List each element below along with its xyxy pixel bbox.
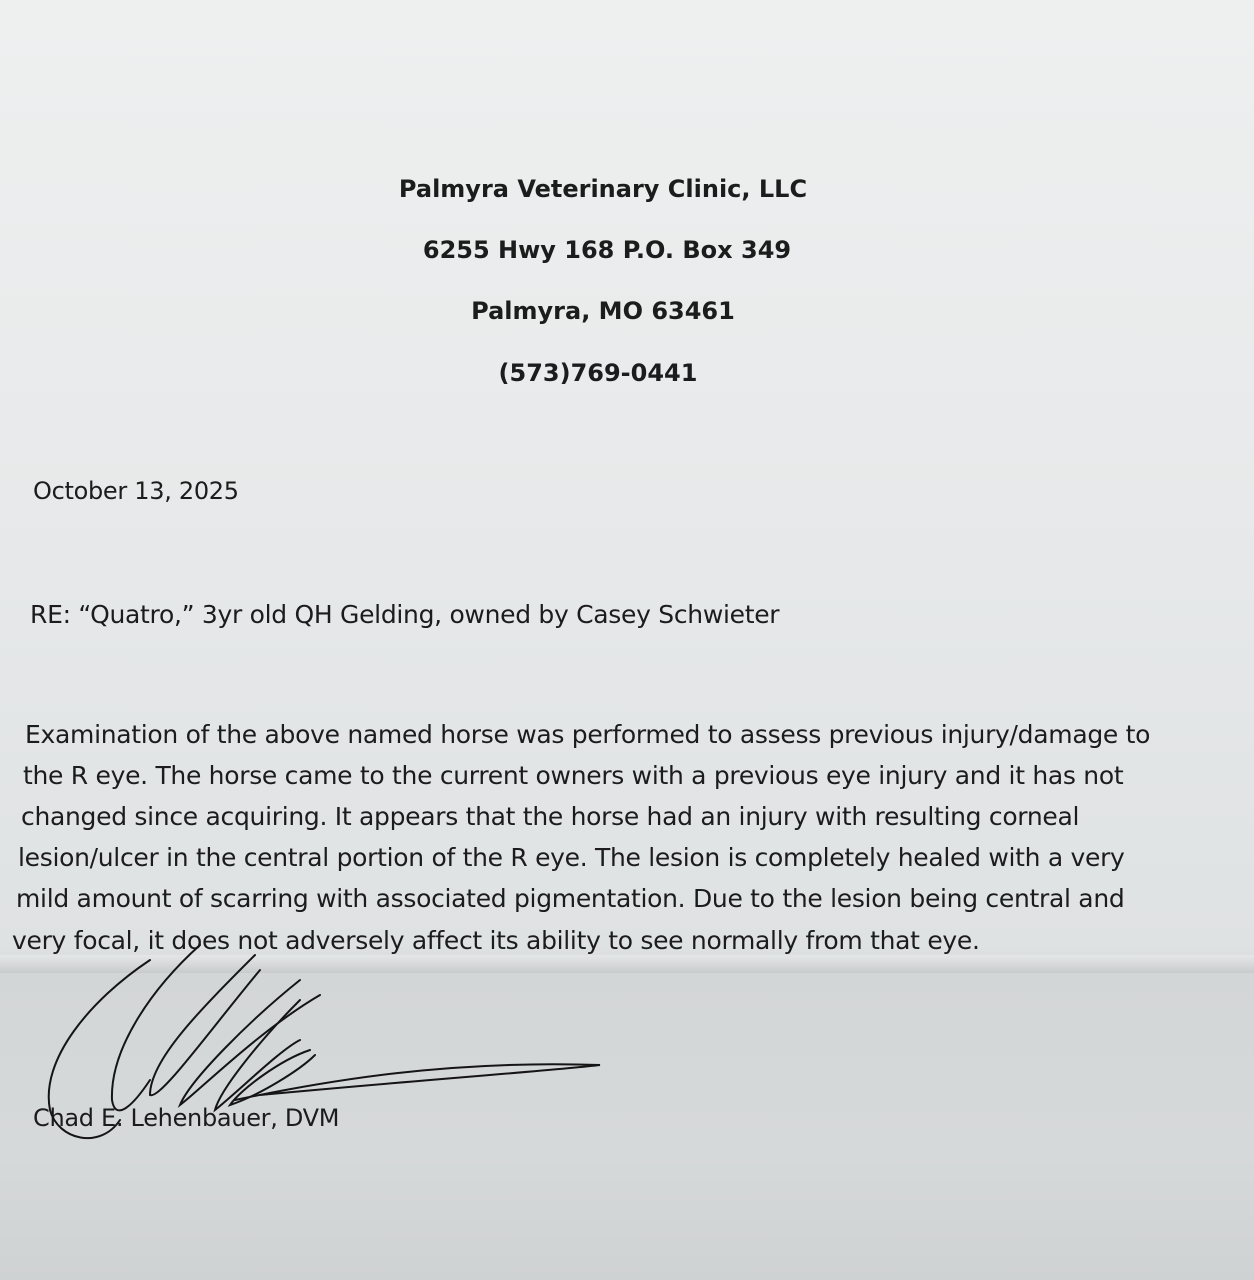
clinic-phone: (573)769-0441 [498, 359, 698, 387]
signature-name: Chad E. Lehenbauer, DVM [33, 1104, 340, 1132]
body-line: lesion/ulcer in the central portion of the R eye. The lesion is completely healed with a very [18, 843, 1125, 872]
letter-date: October 13, 2025 [33, 477, 239, 505]
body-line: mild amount of scarring with associated pigmentation. Due to the lesion being central and [16, 884, 1125, 913]
clinic-name: Palmyra Veterinary Clinic, LLC [398, 175, 808, 203]
re-line: RE: “Quatro,” 3yr old QH Gelding, owned by Casey Schwieter [30, 600, 780, 629]
body-line: Examination of the above named horse was performed to assess previous injury/damage to [25, 720, 1151, 749]
body-line: very focal, it does not adversely affect its ability to see normally from that eye. [12, 926, 980, 955]
body-line: changed since acquiring. It appears that the horse had an injury with resulting corneal [21, 802, 1080, 831]
clinic-city: Palmyra, MO 63461 [471, 297, 735, 325]
body-line: the R eye. The horse came to the current owners with a previous eye injury and it has not [23, 761, 1124, 790]
clinic-address: 6255 Hwy 168 P.O. Box 349 [422, 236, 792, 264]
